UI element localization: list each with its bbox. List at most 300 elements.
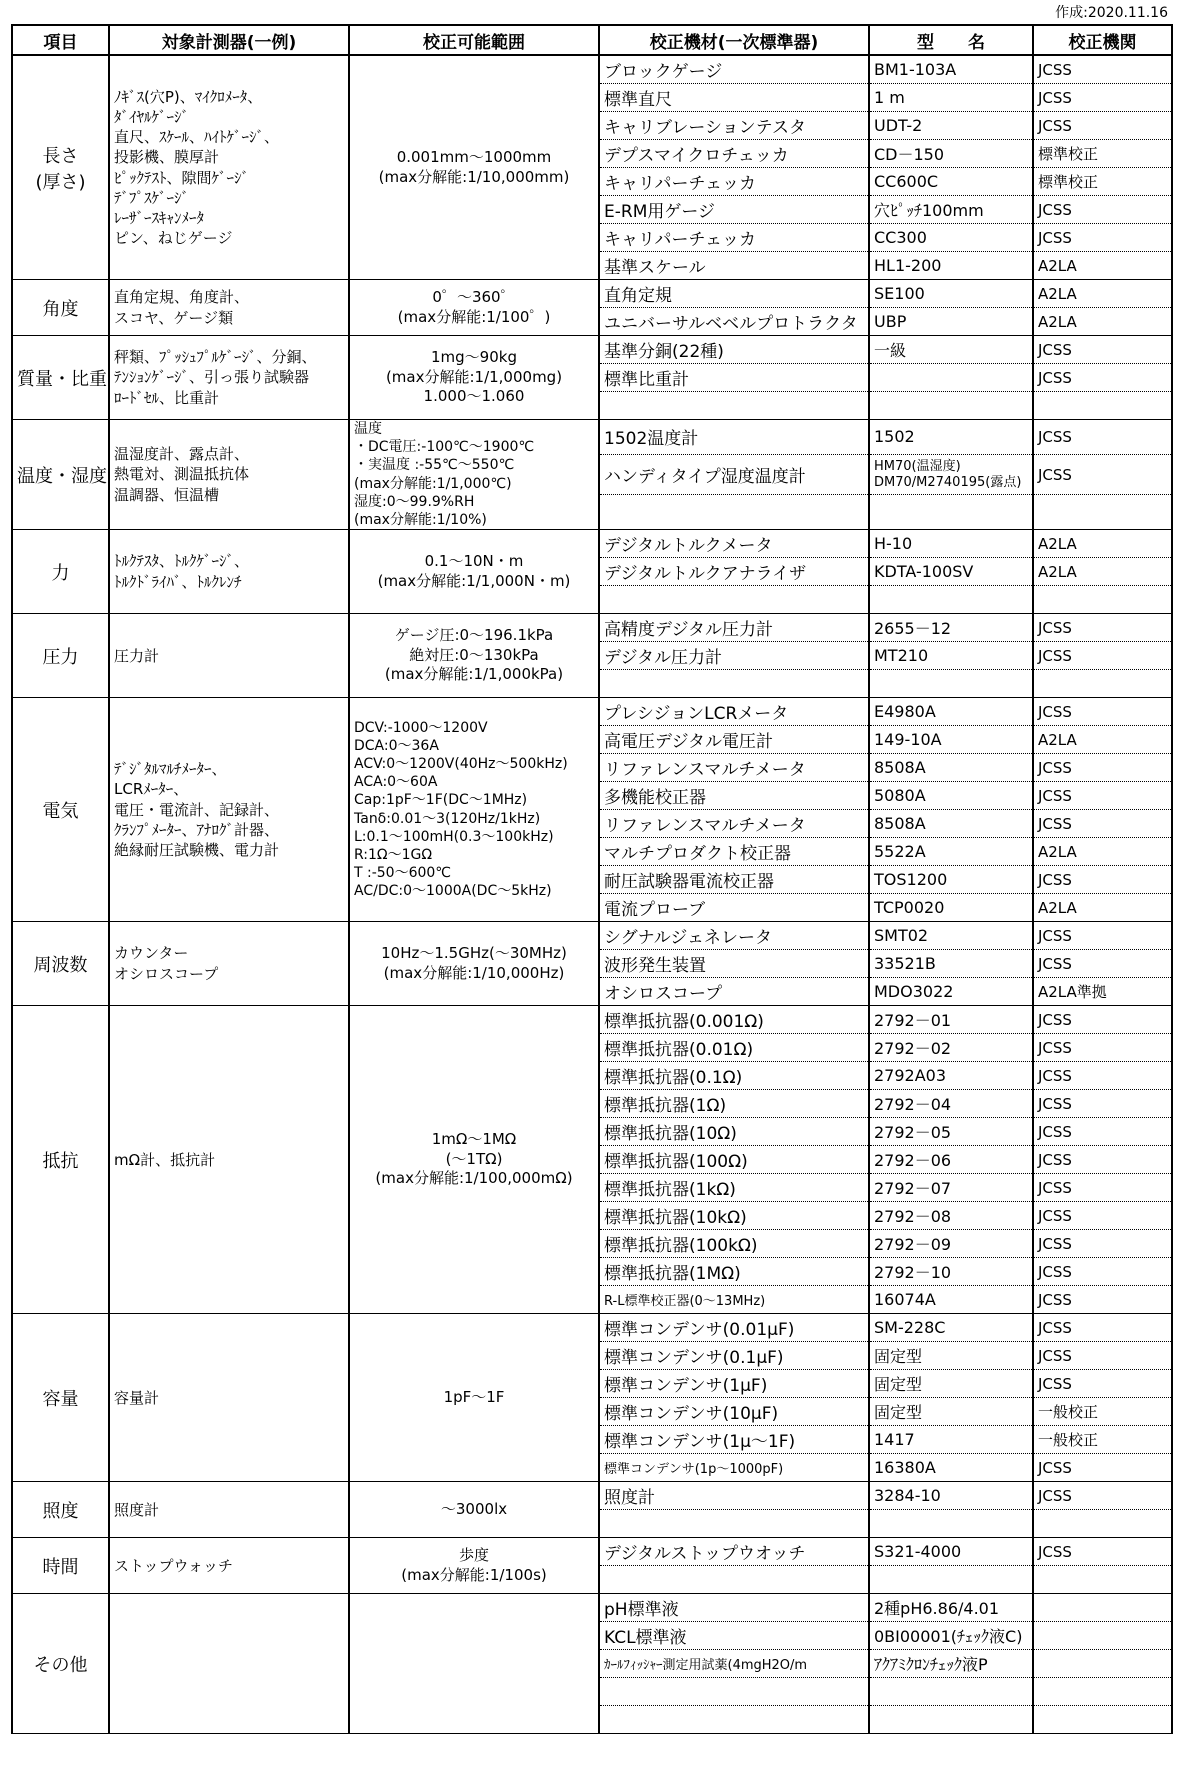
text-line: 湿度:0～99.9%RH — [354, 493, 475, 510]
text-line: Cap:1pF～1F(DC～1MHz) — [354, 792, 528, 809]
cell-org: JCSS — [1033, 1258, 1172, 1286]
cell-org — [1033, 1566, 1172, 1594]
section-target — [109, 1482, 349, 1538]
cell-equipment: 高精度デジタル圧力計 — [599, 614, 869, 642]
section-range — [349, 530, 599, 614]
cell-org: JCSS — [1033, 754, 1172, 782]
cell-equipment: E-RM用ゲージ — [599, 196, 869, 224]
cell-org: A2LA — [1033, 838, 1172, 866]
cell-equipment: マルチプロダクト校正器 — [599, 838, 869, 866]
table-row — [12, 1006, 1172, 1034]
text-line: 容量計 — [114, 1388, 160, 1407]
cell-org — [1033, 1594, 1172, 1622]
cell-equipment: 基準スケール — [599, 252, 869, 280]
cell-org — [1033, 670, 1172, 698]
cell-model: 16074A — [869, 1286, 1033, 1314]
cell-model: 1 m — [869, 84, 1033, 112]
section-target — [109, 1594, 349, 1734]
cell-model: BM1-103A — [869, 55, 1033, 84]
cell-org: JCSS — [1033, 810, 1172, 838]
text-line: 圧力計 — [114, 646, 160, 665]
cell-org — [1033, 1678, 1172, 1706]
cell-equipment: キャリブレーションテスタ — [599, 112, 869, 140]
text-line: ACA:0～60A — [354, 774, 438, 791]
cell-org — [1033, 1622, 1172, 1650]
text-line: 圧力 — [42, 646, 79, 668]
section-item — [12, 1538, 109, 1594]
header-item: 項目 — [12, 25, 109, 55]
cell-equipment: 電流プローブ — [599, 894, 869, 922]
cell-model: 2種pH6.86/4.01 — [869, 1594, 1033, 1622]
text-line: ﾄﾙｸﾄﾞﾗｲﾊﾞ、ﾄﾙｸﾚﾝﾁ — [114, 572, 242, 591]
cell-model: 2792－08 — [869, 1202, 1033, 1230]
text-line: 角度 — [42, 298, 79, 320]
table-row — [12, 336, 1172, 364]
text-line: 温度 — [354, 421, 382, 437]
text-line: T :-50～600℃ — [354, 865, 452, 882]
cell-equipment: デジタル圧力計 — [599, 642, 869, 670]
cell-model: 一級 — [869, 336, 1033, 364]
text-line: (max分解能:1/10,000mm) — [378, 167, 570, 186]
text-line: ﾃﾞﾌﾟｽｹﾞｰｼﾞ — [114, 188, 190, 207]
cell-org — [1033, 1650, 1172, 1678]
text-line: 温湿度計、露点計、 — [114, 445, 250, 464]
cell-org: JCSS — [1033, 642, 1172, 670]
cell-model: UBP — [869, 308, 1033, 336]
cell-org: JCSS — [1033, 1034, 1172, 1062]
cell-equipment — [599, 586, 869, 614]
cell-org: 一般校正 — [1033, 1426, 1172, 1454]
cell-equipment: リファレンスマルチメータ — [599, 810, 869, 838]
text-line: (max分解能:1/1,000mg) — [385, 367, 563, 386]
text-line: 直角定規、角度計、 — [114, 288, 250, 307]
text-line: ﾚｰｻﾞｰｽｷｬﾝﾒｰﾀ — [114, 209, 205, 227]
section-range — [349, 1482, 599, 1538]
section-range — [349, 420, 599, 530]
cell-equipment: 標準比重計 — [599, 364, 869, 392]
section-range — [349, 698, 599, 922]
text-line: (max分解能:1/100,000mΩ) — [375, 1169, 573, 1188]
text-line: ﾃﾝｼｮﾝｹﾞｰｼﾞ、引っ張り試験器 — [114, 368, 310, 387]
section-item — [12, 1006, 109, 1314]
cell-org — [1033, 1510, 1172, 1538]
cell-model — [869, 454, 1033, 494]
cell-model: S321-4000 — [869, 1538, 1033, 1566]
section-item — [12, 1594, 109, 1734]
cell-equipment: デジタルストップウオッチ — [599, 1538, 869, 1566]
text-line: DCA:0～36A — [354, 737, 439, 754]
section-target — [109, 1538, 349, 1594]
cell-model: 149-10A — [869, 726, 1033, 754]
text-line: オシロスコープ — [114, 964, 219, 983]
cell-model — [869, 1678, 1033, 1706]
cell-equipment — [599, 1510, 869, 1538]
cell-equipment: シグナルジェネレータ — [599, 922, 869, 950]
text-line: ﾀﾞｲﾔﾙｹﾞｰｼﾞ — [114, 107, 190, 126]
text-line: その他 — [33, 1654, 88, 1676]
cell-model: 2792－07 — [869, 1174, 1033, 1202]
section-item — [12, 698, 109, 922]
text-line: カウンター — [114, 944, 189, 963]
cell-org: JCSS — [1033, 782, 1172, 810]
section-target — [109, 420, 349, 530]
text-line: (max分解能:1/1,000N・m) — [377, 571, 571, 590]
cell-equipment: 標準抵抗器(10Ω) — [599, 1118, 869, 1146]
section-target — [109, 1006, 349, 1314]
cell-model: ｱｸｱﾐｸﾛﾝﾁｪｯｸ液P — [869, 1650, 1033, 1678]
cell-org: 標準校正 — [1033, 168, 1172, 196]
text-line: 絶縁耐圧試験機、電力計 — [114, 841, 280, 859]
cell-org: JCSS — [1033, 1342, 1172, 1370]
cell-model: SMT02 — [869, 922, 1033, 950]
cell-equipment — [599, 1566, 869, 1594]
cell-equipment: 直角定規 — [599, 280, 869, 308]
cell-org: 標準校正 — [1033, 140, 1172, 168]
text-line: 抵抗 — [42, 1150, 79, 1172]
cell-org: JCSS — [1033, 336, 1172, 364]
cell-org: A2LA — [1033, 280, 1172, 308]
cell-equipment — [599, 392, 869, 420]
cell-model: SM-228C — [869, 1314, 1033, 1342]
cell-equipment: デジタルトルクメータ — [599, 530, 869, 558]
table-row — [12, 280, 1172, 308]
cell-org — [1033, 1706, 1172, 1734]
cell-model: 2792－05 — [869, 1118, 1033, 1146]
cell-org: JCSS — [1033, 1454, 1172, 1482]
calibration-table — [11, 24, 1173, 1734]
cell-model — [869, 495, 1033, 530]
cell-equipment: 標準コンデンサ(1p～1000pF) — [599, 1454, 869, 1482]
cell-model: CC300 — [869, 224, 1033, 252]
table-row — [12, 420, 1172, 455]
cell-model — [869, 1706, 1033, 1734]
text-line: 0.001mm～1000mm — [396, 148, 552, 166]
cell-model: 2792－02 — [869, 1034, 1033, 1062]
text-line: 電気 — [42, 800, 79, 822]
text-line: 0゜～360゜ — [432, 288, 516, 306]
cell-model: MT210 — [869, 642, 1033, 670]
cell-model — [869, 1510, 1033, 1538]
text-line: ストップウォッチ — [114, 1556, 233, 1575]
cell-model: 固定型 — [869, 1342, 1033, 1370]
cell-equipment: 標準抵抗器(0.01Ω) — [599, 1034, 869, 1062]
cell-org: A2LA — [1033, 308, 1172, 336]
cell-model: KDTA-100SV — [869, 558, 1033, 586]
section-target — [109, 55, 349, 280]
cell-model: 8508A — [869, 810, 1033, 838]
cell-org: JCSS — [1033, 1230, 1172, 1258]
cell-org: JCSS — [1033, 1370, 1172, 1398]
cell-org: 一般校正 — [1033, 1398, 1172, 1426]
text-line: 電圧・電流計、記録計、 — [114, 800, 280, 819]
cell-equipment: キャリパーチェッカ — [599, 224, 869, 252]
section-target — [109, 614, 349, 698]
text-line: LCRﾒｰﾀｰ、 — [114, 780, 189, 799]
text-line: mΩ計、抵抗計 — [114, 1150, 216, 1169]
text-line: 容量 — [42, 1388, 79, 1410]
cell-equipment — [599, 670, 869, 698]
section-item — [12, 420, 109, 530]
cell-equipment: 1502温度計 — [599, 420, 869, 455]
cell-equipment: 標準コンデンサ(1μ～1F) — [599, 1426, 869, 1454]
text-line: HM70(温湿度) — [874, 458, 961, 474]
cell-org: JCSS — [1033, 866, 1172, 894]
section-item — [12, 336, 109, 420]
cell-org: JCSS — [1033, 364, 1172, 392]
cell-model: 16380A — [869, 1454, 1033, 1482]
cell-org: JCSS — [1033, 950, 1172, 978]
section-range — [349, 55, 599, 280]
text-line: ・DC電圧:-100℃～1900℃ — [354, 439, 535, 456]
cell-equipment: 標準コンデンサ(1μF) — [599, 1370, 869, 1398]
section-item — [12, 280, 109, 336]
cell-org: JCSS — [1033, 1146, 1172, 1174]
cell-model: 2792－10 — [869, 1258, 1033, 1286]
cell-equipment: R-L標準校正器(0～13MHz) — [599, 1286, 869, 1314]
text-line: (～1TΩ) — [445, 1149, 503, 1168]
text-line: (max分解能:1/1,000kPa) — [384, 665, 564, 684]
cell-org — [1033, 495, 1172, 530]
cell-model: TCP0020 — [869, 894, 1033, 922]
text-line: ピン、ねじゲージ — [114, 229, 233, 248]
cell-org: JCSS — [1033, 55, 1172, 84]
cell-model: CC600C — [869, 168, 1033, 196]
table-row — [12, 1314, 1172, 1342]
text-line: 10Hz～1.5GHz(～30MHz) — [381, 944, 567, 963]
text-line: DCV:-1000～1200V — [354, 719, 488, 736]
cell-org: JCSS — [1033, 614, 1172, 642]
cell-org: JCSS — [1033, 1538, 1172, 1566]
text-line: 質量・比重 — [17, 368, 107, 390]
cell-org: JCSS — [1033, 84, 1172, 112]
table-row — [12, 1482, 1172, 1510]
text-line: L:0.1～100mH(0.3～100kHz) — [354, 828, 554, 845]
table-row — [12, 530, 1172, 558]
cell-org — [1033, 392, 1172, 420]
cell-equipment: ｶｰﾙﾌｨｯｼｬｰ測定用試薬(4mgH2O/m — [599, 1650, 869, 1678]
text-line: (厚さ) — [35, 171, 86, 193]
section-range — [349, 614, 599, 698]
section-target — [109, 922, 349, 1006]
cell-model: 0BI00001(ﾁｪｯｸ液C) — [869, 1622, 1033, 1650]
cell-model: 5080A — [869, 782, 1033, 810]
text-line: 力 — [51, 562, 70, 584]
section-target — [109, 336, 349, 420]
cell-equipment: pH標準液 — [599, 1594, 869, 1622]
cell-org: JCSS — [1033, 224, 1172, 252]
cell-org: JCSS — [1033, 1286, 1172, 1314]
text-line: 照度 — [42, 1500, 79, 1522]
cell-org: JCSS — [1033, 698, 1172, 726]
cell-org: JCSS — [1033, 1482, 1172, 1510]
cell-equipment: 標準抵抗器(1Ω) — [599, 1090, 869, 1118]
text-line: 直尺、ｽｹｰﾙ、ﾊｲﾄｹﾞｰｼﾞ、 — [114, 128, 280, 146]
cell-model — [869, 586, 1033, 614]
text-line: ﾄﾙｸﾃｽﾀ、ﾄﾙｸｹﾞｰｼﾞ、 — [114, 552, 250, 571]
cell-equipment — [599, 1706, 869, 1734]
cell-equipment: 標準抵抗器(100Ω) — [599, 1146, 869, 1174]
cell-equipment: リファレンスマルチメータ — [599, 754, 869, 782]
text-line: 1pF～1F — [443, 1387, 505, 1406]
section-range — [349, 280, 599, 336]
text-line: Tanδ:0.01～3(120Hz/1kHz) — [354, 810, 541, 827]
text-line: 熱電対、測温抵抗体 — [114, 465, 250, 484]
cell-org: A2LA — [1033, 252, 1172, 280]
cell-model: 固定型 — [869, 1370, 1033, 1398]
cell-equipment: 標準抵抗器(1MΩ) — [599, 1258, 869, 1286]
text-line: (max分解能:1/100s) — [401, 1565, 547, 1584]
text-line: ～3000lx — [440, 1499, 508, 1518]
text-line: 歩度 — [458, 1546, 489, 1565]
cell-org: JCSS — [1033, 1202, 1172, 1230]
text-line: ﾋﾟｯｸﾃｽﾄ、隙間ｹﾞｰｼﾞ — [114, 168, 250, 187]
cell-model: H-10 — [869, 530, 1033, 558]
cell-org: A2LA — [1033, 894, 1172, 922]
section-range — [349, 1006, 599, 1314]
text-line: (max分解能:1/100゜) — [397, 307, 551, 326]
cell-equipment: ブロックゲージ — [599, 55, 869, 84]
cell-model: TOS1200 — [869, 866, 1033, 894]
cell-equipment: プレシジョンLCRメータ — [599, 698, 869, 726]
cell-org: JCSS — [1033, 1006, 1172, 1034]
cell-model: SE100 — [869, 280, 1033, 308]
text-line: (max分解能:1/1,000℃) — [354, 475, 512, 492]
cell-model — [869, 392, 1033, 420]
section-range — [349, 1314, 599, 1482]
cell-equipment: 波形発生装置 — [599, 950, 869, 978]
text-line: 温度・湿度 — [17, 465, 107, 487]
cell-org: A2LA — [1033, 558, 1172, 586]
section-range — [349, 336, 599, 420]
cell-model: 8508A — [869, 754, 1033, 782]
cell-model: 2792－06 — [869, 1146, 1033, 1174]
cell-equipment: 基準分銅(22種) — [599, 336, 869, 364]
header-row — [12, 25, 1172, 55]
text-line: ﾛｰﾄﾞｾﾙ、比重計 — [114, 388, 220, 407]
section-range — [349, 1538, 599, 1594]
cell-model: 穴ﾋﾟｯﾁ100mm — [869, 196, 1033, 224]
text-line: ACV:0～1200V(40Hz～500kHz) — [354, 756, 568, 773]
text-line: 絶対圧:0～130kPa — [409, 645, 539, 664]
cell-model — [869, 364, 1033, 392]
text-line: 周波数 — [33, 954, 88, 976]
text-line: スコヤ、ゲージ類 — [114, 308, 234, 327]
text-line: 照度計 — [114, 1500, 160, 1519]
table-row — [12, 55, 1172, 84]
cell-equipment: 高電圧デジタル電圧計 — [599, 726, 869, 754]
cell-org: JCSS — [1033, 1062, 1172, 1090]
cell-equipment: 耐圧試験器電流校正器 — [599, 866, 869, 894]
section-item — [12, 55, 109, 280]
cell-equipment: 標準抵抗器(0.1Ω) — [599, 1062, 869, 1090]
cell-org: JCSS — [1033, 1090, 1172, 1118]
text-line: 1mg～90kg — [431, 348, 517, 367]
cell-model: HL1-200 — [869, 252, 1033, 280]
cell-model: 3284-10 — [869, 1482, 1033, 1510]
cell-equipment: 標準コンデンサ(0.1μF) — [599, 1342, 869, 1370]
cell-model: 1417 — [869, 1426, 1033, 1454]
cell-equipment: 標準抵抗器(100kΩ) — [599, 1230, 869, 1258]
section-target — [109, 1314, 349, 1482]
section-item — [12, 922, 109, 1006]
table-row — [12, 922, 1172, 950]
cell-model: 2792A03 — [869, 1062, 1033, 1090]
text-line: ﾃﾞｼﾞﾀﾙﾏﾙﾁﾒｰﾀｰ、 — [114, 760, 227, 778]
section-item — [12, 1314, 109, 1482]
cell-model: 2792－09 — [869, 1230, 1033, 1258]
cell-equipment — [599, 1678, 869, 1706]
cell-model — [869, 1566, 1033, 1594]
text-line: 秤類、ﾌﾟｯｼｭﾌﾟﾙｹﾞｰｼﾞ、分銅、 — [114, 348, 317, 367]
cell-equipment: 多機能校正器 — [599, 782, 869, 810]
cell-org: JCSS — [1033, 1174, 1172, 1202]
cell-equipment: ハンディタイプ湿度温度計 — [599, 454, 869, 494]
text-line: 1.000～1.060 — [423, 387, 525, 406]
text-line: (max分解能:1/10%) — [354, 511, 487, 528]
cell-model: UDT-2 — [869, 112, 1033, 140]
creation-date: 作成:2020.11.16 — [1055, 5, 1168, 21]
cell-org: JCSS — [1033, 922, 1172, 950]
text-line: 長さ — [42, 145, 79, 167]
cell-org: JCSS — [1033, 1118, 1172, 1146]
cell-equipment: ユニバーサルベベルプロトラクタ — [599, 308, 869, 336]
cell-equipment: デプスマイクロチェッカ — [599, 140, 869, 168]
text-line: R:1Ω～1GΩ — [354, 847, 433, 863]
cell-model: 2655－12 — [869, 614, 1033, 642]
text-line: ｸﾗﾝﾌﾟﾒｰﾀｰ、ｱﾅﾛｸﾞ計器、 — [114, 820, 280, 839]
header-equipment: 校正機材(一次標準器) — [599, 25, 869, 55]
cell-equipment — [599, 495, 869, 530]
cell-model: 固定型 — [869, 1398, 1033, 1426]
cell-model: 33521B — [869, 950, 1033, 978]
cell-equipment: 照度計 — [599, 1482, 869, 1510]
section-item — [12, 1482, 109, 1538]
header-model: 型 名 — [869, 25, 1033, 55]
text-line: 0.1～10N・m — [424, 552, 524, 571]
section-target — [109, 698, 349, 922]
table-row — [12, 614, 1172, 642]
cell-org: A2LA準拠 — [1033, 978, 1172, 1006]
text-line: AC/DC:0～1000A(DC～5kHz) — [354, 883, 552, 900]
header-range: 校正可能範囲 — [349, 25, 599, 55]
cell-org: JCSS — [1033, 112, 1172, 140]
text-line: ・実温度 :-55℃～550℃ — [354, 457, 515, 474]
cell-model: E4980A — [869, 698, 1033, 726]
header-target: 対象計測器(一例) — [109, 25, 349, 55]
section-target — [109, 530, 349, 614]
section-target — [109, 280, 349, 336]
cell-model — [869, 670, 1033, 698]
cell-org: A2LA — [1033, 530, 1172, 558]
cell-equipment: デジタルトルクアナライザ — [599, 558, 869, 586]
section-range — [349, 1594, 599, 1734]
text-line: 投影機、膜厚計 — [114, 148, 220, 167]
table-row — [12, 1594, 1172, 1622]
cell-equipment: 標準抵抗器(0.001Ω) — [599, 1006, 869, 1034]
cell-equipment: 標準抵抗器(1kΩ) — [599, 1174, 869, 1202]
cell-model: 1502 — [869, 420, 1033, 455]
cell-model: MDO3022 — [869, 978, 1033, 1006]
cell-org: JCSS — [1033, 196, 1172, 224]
cell-equipment: KCL標準液 — [599, 1622, 869, 1650]
cell-org: JCSS — [1033, 420, 1172, 455]
header-organization: 校正機関 — [1033, 25, 1172, 55]
text-line: 温調器、恒温槽 — [114, 485, 220, 504]
text-line: DM70/M2740195(露点) — [874, 474, 1022, 490]
text-line: ゲージ圧:0～196.1kPa — [394, 626, 554, 645]
cell-equipment: 標準コンデンサ(10μF) — [599, 1398, 869, 1426]
section-range — [349, 922, 599, 1006]
